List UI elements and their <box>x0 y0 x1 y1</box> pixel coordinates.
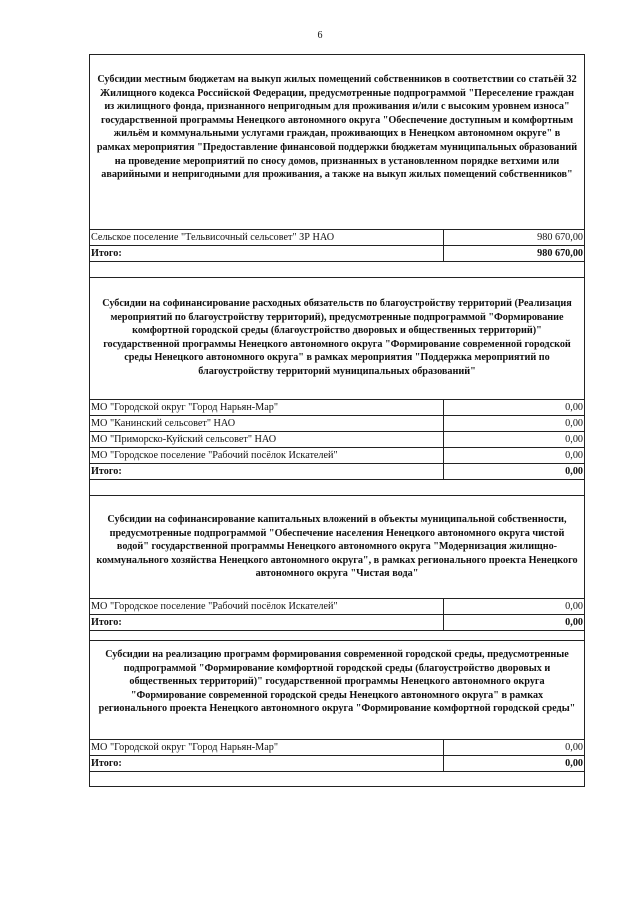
table-row <box>89 399 585 415</box>
table-row <box>89 415 585 431</box>
document-table <box>89 54 585 787</box>
section-3-rows <box>89 598 585 631</box>
row-name: МО "Городской округ "Город Нарьян-Мар" <box>91 742 279 753</box>
section-separator <box>89 640 585 641</box>
section-1-rows <box>89 229 585 262</box>
row-value: 0,00 <box>565 418 583 429</box>
row-name: МО "Городской округ "Город Нарьян-Мар" <box>91 402 279 413</box>
section-2-rows <box>89 399 585 480</box>
section-separator <box>89 277 585 278</box>
column-divider <box>443 400 444 415</box>
column-divider <box>443 416 444 431</box>
row-value: 0,00 <box>565 450 583 461</box>
column-divider <box>443 599 444 614</box>
page-number: 6 <box>317 30 323 41</box>
row-value: 0,00 <box>565 742 583 753</box>
section-4-rows <box>89 739 585 772</box>
column-divider <box>443 246 444 261</box>
total-value: 0,00 <box>565 758 583 769</box>
total-value: 0,00 <box>565 617 583 628</box>
table-row <box>89 598 585 614</box>
row-name: МО "Городское поселение "Рабочий посёлок Искателей" <box>91 450 338 461</box>
table-row <box>89 229 585 245</box>
row-value: 980 670,00 <box>537 232 583 243</box>
table-row <box>89 447 585 463</box>
column-divider <box>443 448 444 463</box>
section-3-heading: Субсидии на софинансирование капитальных вложений в объекты муниципальной собственности, предусмотренные подпрограммой "Обеспечение населения Ненецкого автономного округа чистой водой" государственной программы Ненецкого автономного округа "Модернизация жилищно-коммунального хозяйства Ненецкого автономного округа", в рамках регионального проекта Ненецкого автономного округа "Чистая вода" <box>96 514 578 580</box>
row-value: 0,00 <box>565 402 583 413</box>
total-label: Итого: <box>91 248 122 259</box>
total-label: Итого: <box>91 466 122 477</box>
total-row <box>89 463 585 480</box>
table-row <box>89 431 585 447</box>
section-1-heading: Субсидии местным бюджетам на выкуп жилых помещений собственников в соответствии со статьёй 32 Жилищного кодекса Российской Федерации, предусмотренные подпрограммой "Переселение граждан из жилищного фонда, признанного непригодным для проживания и/или с высоким уровнем износа" государственной программы Ненецкого автономного округа "Обеспечение доступным и комфортным жильём и коммунальными услугами граждан, проживающих в Ненецком автономном округе" в рамках мероприятия "Предоставление финансовой поддержки бюджетам муниципальных образований на проведение мероприятий по сносу домов, признанных в установленном порядке ветхими или аварийными и непригодными для проживания, а также на выкуп жилых помещений собственников" <box>96 74 578 181</box>
total-label: Итого: <box>91 617 122 628</box>
column-divider <box>443 756 444 771</box>
row-name: МО "Канинский сельсовет" НАО <box>91 418 236 429</box>
row-value: 0,00 <box>565 601 583 612</box>
section-separator <box>89 495 585 496</box>
column-divider <box>443 432 444 447</box>
total-label: Итого: <box>91 758 122 769</box>
column-divider <box>443 464 444 479</box>
row-value: 0,00 <box>565 434 583 445</box>
total-row <box>89 245 585 262</box>
section-2-heading: Субсидии на софинансирование расходных обязательств по благоустройству территорий (Реализация мероприятий по благоустройству территорий), предусмотренные подпрограммой "Формирование комфортной городской среды (благоустройство дворовых и общественных территорий)" государственной программы Ненецкого автономного округа "Формирование современной городской среды Ненецкого автономного округа" в рамках мероприятия "Поддержка мероприятий по благоустройству территорий муниципальных образований" <box>102 298 572 377</box>
total-row <box>89 755 585 772</box>
table-row <box>89 739 585 755</box>
row-name: Сельское поселение "Тельвисочный сельсовет" ЗР НАО <box>91 232 335 243</box>
section-4-heading: Субсидии на реализацию программ формирования современной городской среды, предусмотренные подпрограммой "Формирование комфортной городской среды (благоустройство дворовых и общественных территорий)" государственной программы Ненецкого автономного округа "Формирование современной городской среды Ненецкого автономного округа" в рамках регионального проекта Ненецкого автономного округа "Формирование комфортной городской среды" <box>98 649 576 715</box>
column-divider <box>443 740 444 755</box>
total-row <box>89 614 585 631</box>
total-value: 980 670,00 <box>537 248 583 259</box>
column-divider <box>443 230 444 245</box>
column-divider <box>443 615 444 630</box>
total-value: 0,00 <box>565 466 583 477</box>
row-name: МО "Приморско-Куйский сельсовет" НАО <box>91 434 277 445</box>
row-name: МО "Городское поселение "Рабочий посёлок Искателей" <box>91 601 338 612</box>
